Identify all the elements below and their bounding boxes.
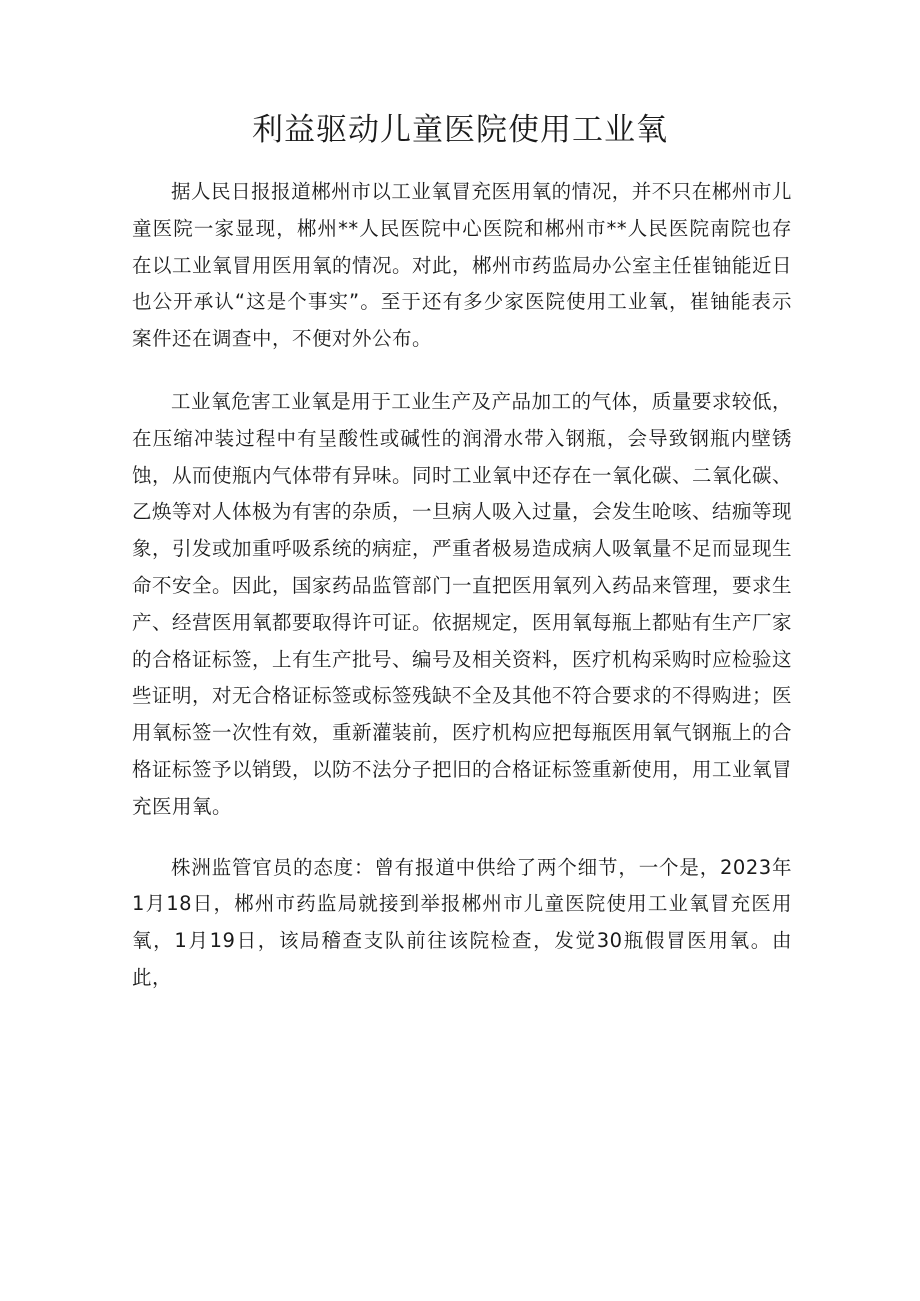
paragraph-3: 株洲监管官员的态度：曾有报道中供给了两个细节，一个是，2023年1月18日，郴州市药监局就接到举报郴州市儿童医院使用工业氧冒充医用氧，1月19日，该局稽查支队前往该院检查，发觉30瓶假冒医用氧。由此， <box>132 855 792 989</box>
paragraph-1: 据人民日报报道郴州市以工业氧冒充医用氧的情况，并不只在郴州市儿童医院一家显现，郴州**人民医院中心医院和郴州市**人民医院南院也存在以工业氧冒用医用氧的情况。对此，郴州市药监局办公室主任崔铀能近日也公开承认“这是个事实”。至于还有多少家医院使用工业氧，崔铀能表示案件还在调查中，不便对外公布。 <box>132 180 793 351</box>
document-title: 利益驱动儿童医院使用工业氧 <box>252 112 668 148</box>
document-body <box>132 174 792 1023</box>
paragraph-2: 工业氧危害工业氧是用于工业生产及产品加工的气体，质量要求较低，在压缩冲装过程中有呈酸性或碱性的润滑水带入钢瓶，会导致钢瓶内壁锈蚀，从而使瓶内气体带有异味。同时工业氧中还存在一氧化碳、二氧化碳、乙焕等对人体极为有害的杂质，一旦病人吸入过量，会发生呛咳、结痂等现象，引发或加重呼吸系统的病症，严重者极易造成病人吸氧量不足而显现生命不安全。因此，国家药品监管部门一直把医用氧列入药品来管理，要求生产、经营医用氧都要取得许可证。依据规定，医用氧每瓶上都贴有生产厂家的合格证标签，上有生产批号、编号及相关资料，医疗机构采购时应检验这些证明，对无合格证标签或标签残缺不全及其他不符合要求的不得购进；医用氧标签一次性有效，重新灌装前，医疗机构应把每瓶医用氧气钢瓶上的合格证标签予以销毁，以防不法分子把旧的合格证标签重新使用，用工业氧冒充医用氧。 <box>132 389 793 818</box>
